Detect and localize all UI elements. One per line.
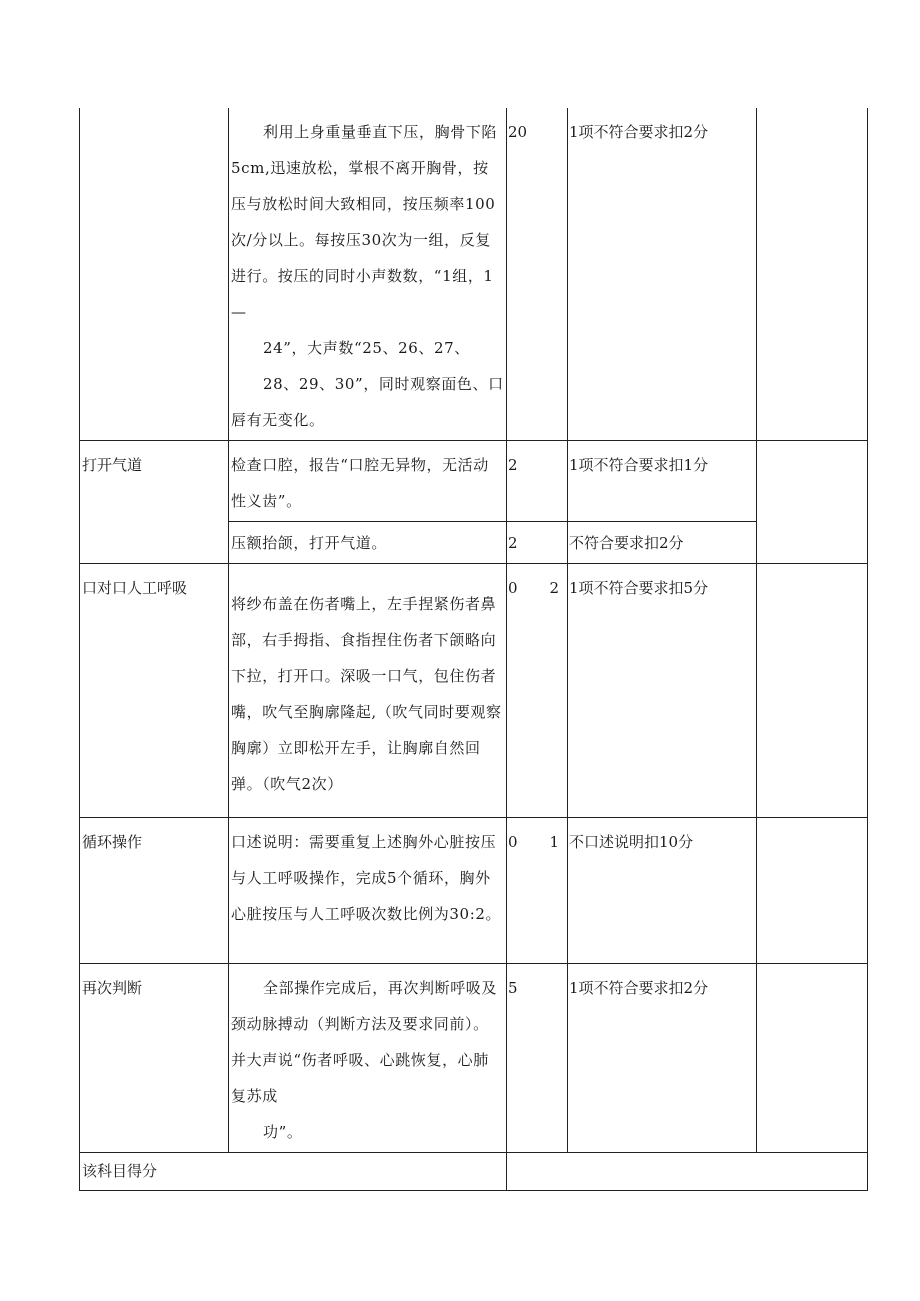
content-text: 将纱布盖在伤者嘴上，左手捏紧伤者鼻部，右手拇指、食指捏住伤者下颌略向下拉，打开口。深吸一口气，包住伤者嘴，吹气至胸廓隆起,（吹气同时要观察胸廓）立即松开左手，让胸廓自然回弹。（吹气2次） [231, 595, 502, 793]
content-text: 全部操作完成后，再次判断呼吸及颈动脉搏动（判断方法及要求同前）。并大声说“伤者呼吸、心跳恢复，心肺复苏成 [231, 979, 498, 1105]
score-cell [507, 564, 568, 818]
item-name-cell: 循环操作 [80, 818, 229, 964]
scoring-table [79, 108, 868, 1191]
item-name-cell [80, 108, 229, 441]
note-cell [757, 564, 868, 818]
score-cell: 20 [507, 108, 568, 441]
score-value-b: 1 [549, 833, 559, 851]
score-cell: 2 [507, 522, 568, 564]
criteria-cell: 1项不符合要求扣2分 [568, 964, 757, 1153]
content-text: 24”，大声数“25、26、27、 [263, 339, 470, 357]
content-text: 压额抬颌，打开气道。 [231, 534, 388, 552]
criteria-cell: 1项不符合要求扣5分 [568, 564, 757, 818]
content-text: 利用上身重量垂直下压，胸骨下陷5cm,迅速放松，掌根不离开胸骨，按压与放松时间大致相同，按压频率100次/分以上。每按压30次为一组，反复进行。按压的同时小声数数，“1组，1— [231, 123, 498, 321]
criteria-cell: 1项不符合要求扣2分 [568, 108, 757, 441]
note-cell [757, 818, 868, 964]
criteria-cell: 1项不符合要求扣1分 [568, 441, 757, 522]
content-cell [229, 522, 507, 564]
content-cell [229, 818, 507, 964]
item-name-cell: 口对口人工呼吸 [80, 564, 229, 818]
total-row [80, 1153, 868, 1191]
content-cell [229, 564, 507, 818]
score-value-a: 0 [508, 833, 518, 851]
total-label: 该科目得分 [80, 1153, 507, 1191]
score-cell [507, 818, 568, 964]
score-value-b: 2 [549, 579, 559, 597]
criteria-cell: 不口述说明扣10分 [568, 818, 757, 964]
content-cell [229, 108, 507, 441]
score-value-a: 0 [508, 579, 518, 597]
content-text: 28、29、30”，同时观察面色、口唇有无变化。 [231, 375, 504, 429]
total-value [507, 1153, 868, 1191]
table-row [80, 964, 868, 1153]
content-text: 口述说明：需要重复上述胸外心脏按压与人工呼吸操作，完成5个循环，胸外心脏按压与人工呼吸次数比例为30:2。 [231, 833, 502, 923]
content-cell [229, 441, 507, 522]
table-row [80, 564, 868, 818]
note-cell [757, 964, 868, 1153]
score-cell: 5 [507, 964, 568, 1153]
criteria-cell: 不符合要求扣2分 [568, 522, 757, 564]
content-text: 功”。 [263, 1123, 303, 1141]
note-cell [757, 108, 868, 441]
score-cell: 2 [507, 441, 568, 522]
item-name-cell: 再次判断 [80, 964, 229, 1153]
content-text: 检查口腔，报告“口腔无异物，无活动性义齿”。 [231, 456, 489, 510]
content-cell [229, 964, 507, 1153]
table-row [80, 108, 868, 441]
note-cell [757, 441, 868, 564]
table-row [80, 441, 868, 522]
item-name-cell: 打开气道 [80, 441, 229, 564]
table-row [80, 818, 868, 964]
